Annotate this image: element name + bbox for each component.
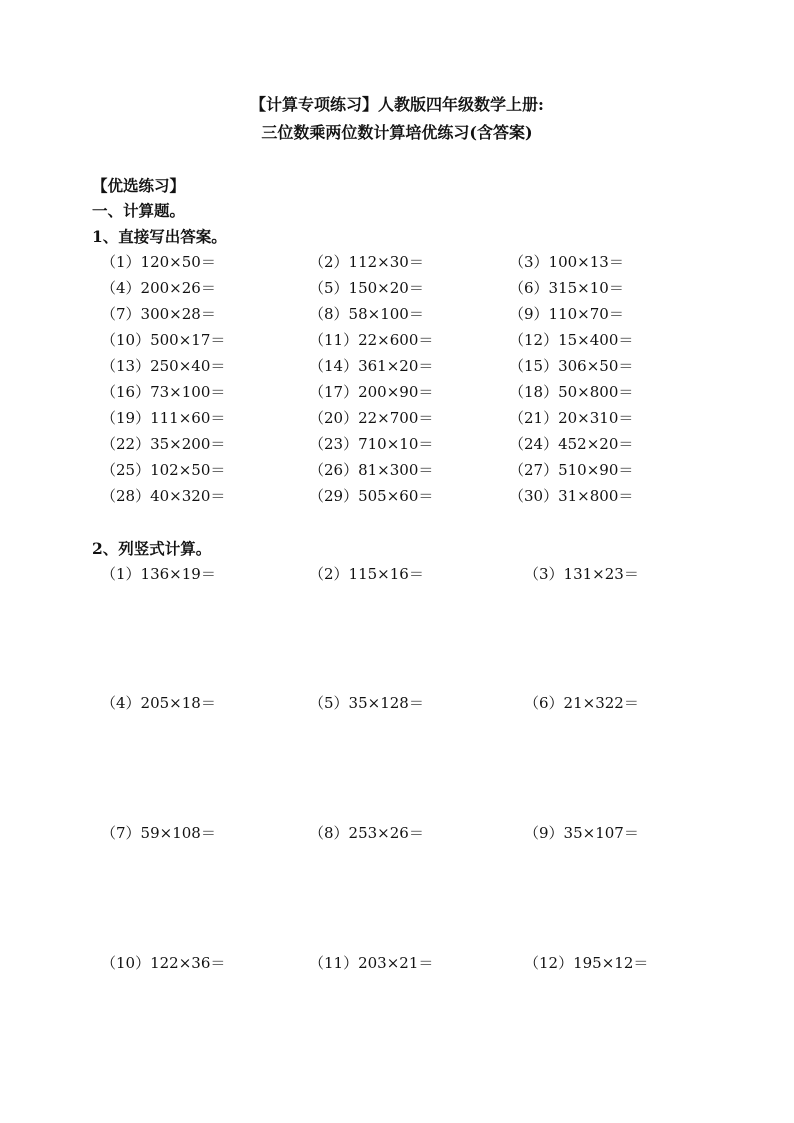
vertical-problem-item: （11）203×21＝ [309,954,434,972]
vertical-problem-item: （8）253×26＝ [309,824,424,842]
problem-item: （5）150×20＝ [309,279,424,297]
vertical-problem-item: （7）59×108＝ [101,824,216,842]
problem-item: （1）120×50＝ [101,253,216,271]
title-line-2: 三位数乘两位数计算培优练习(含答案) [261,123,533,142]
problem-item: （22）35×200＝ [101,435,226,453]
problem-item: （25）102×50＝ [101,461,226,479]
vertical-problem-item: （1）136×19＝ [101,565,216,583]
problem-item: （7）300×28＝ [101,305,216,323]
vertical-problem-item: （6）21×322＝ [524,694,639,712]
problem-item: （23）710×10＝ [309,435,434,453]
section-label: 【优选练习】 [92,176,186,195]
question-2-heading: 2、列竖式计算。 [92,539,212,558]
vertical-problem-item: （9）35×107＝ [524,824,639,842]
vertical-problem-item: （2）115×16＝ [309,565,424,583]
problem-item: （16）73×100＝ [101,383,226,401]
problem-item: （14）361×20＝ [309,357,434,375]
vertical-problem-item: （5）35×128＝ [309,694,424,712]
problem-item: （29）505×60＝ [309,487,434,505]
vertical-problem-item: （12）195×12＝ [524,954,649,972]
problem-item: （6）315×10＝ [509,279,624,297]
problem-item: （12）15×400＝ [509,331,634,349]
problem-item: （17）200×90＝ [309,383,434,401]
part-title: 一、计算题。 [92,201,186,220]
problem-item: （18）50×800＝ [509,383,634,401]
problem-item: （30）31×800＝ [509,487,634,505]
vertical-problem-item: （4）205×18＝ [101,694,216,712]
problem-item: （11）22×600＝ [309,331,434,349]
problem-item: （20）22×700＝ [309,409,434,427]
problem-item: （9）110×70＝ [509,305,624,323]
problem-item: （13）250×40＝ [101,357,226,375]
problem-item: （4）200×26＝ [101,279,216,297]
problem-item: （28）40×320＝ [101,487,226,505]
title-line-1: 【计算专项练习】人教版四年级数学上册: [250,95,544,114]
problem-item: （19）111×60＝ [101,409,226,427]
problem-item: （24）452×20＝ [509,435,634,453]
problem-item: （26）81×300＝ [309,461,434,479]
problem-item: （21）20×310＝ [509,409,634,427]
problem-item: （10）500×17＝ [101,331,226,349]
problem-item: （2）112×30＝ [309,253,424,271]
problem-item: （15）306×50＝ [509,357,634,375]
problem-item: （8）58×100＝ [309,305,424,323]
vertical-problem-item: （3）131×23＝ [524,565,639,583]
vertical-problem-item: （10）122×36＝ [101,954,226,972]
question-1-heading: 1、直接写出答案。 [92,227,227,246]
problem-item: （27）510×90＝ [509,461,634,479]
problem-item: （3）100×13＝ [509,253,624,271]
